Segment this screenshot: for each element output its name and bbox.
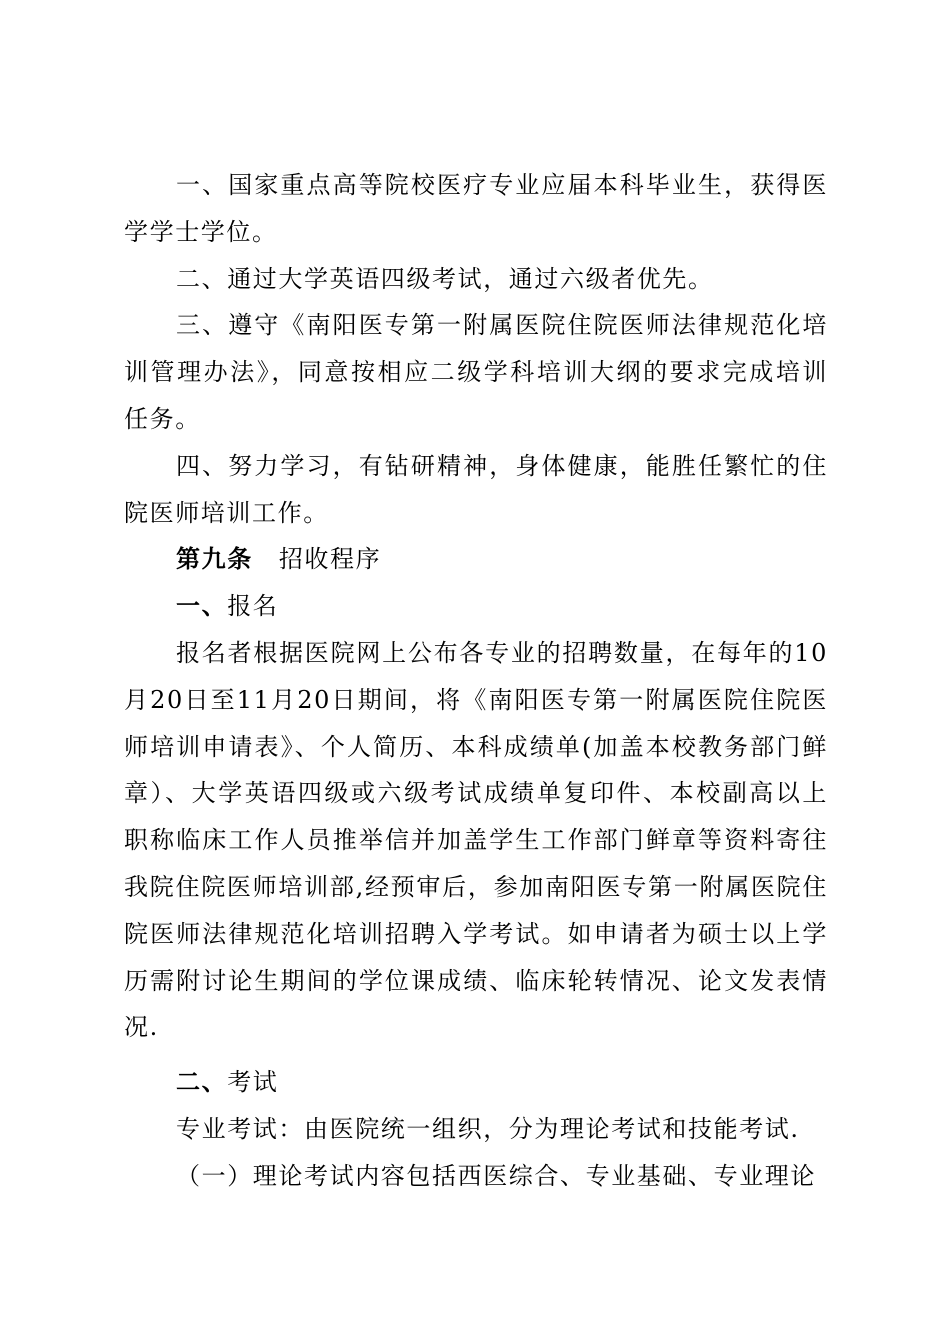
section-2-body-2: （一）理论考试内容包括西医综合、专业基础、专业理论 [176,1161,816,1190]
article-9-title: 招收程序 [278,545,382,574]
article-9-label: 第九条 [176,545,253,574]
section-2-body-1: 专业考试：由医院统一组织，分为理论考试和技能考试. [176,1114,800,1143]
document-body [124,162,828,1200]
section-2-number: 二、 [176,1068,228,1097]
section-spacer [124,1051,828,1059]
requirement-paragraph-4: 四、努力学习，有钻研精神，身体健康，能胜任繁忙的住院医师培训工作。 [124,451,828,527]
section-2-heading [124,1059,828,1106]
section-2-title: 考试 [227,1068,279,1097]
section-1-heading [124,583,828,630]
section-1-title: 报名 [227,592,279,621]
requirement-paragraph-2: 二、通过大学英语四级考试，通过六级者优先。 [176,264,714,293]
section-1-number: 一、 [176,592,228,621]
requirement-paragraph-1: 一、国家重点高等院校医疗专业应届本科毕业生，获得医学学士学位。 [124,171,828,246]
article-9-heading [124,536,828,583]
section-1-body: 报名者根据医院网上公布各专业的招聘数量，在每年的10月20日至11月20日期间，将《南阳医专第一附属医院住院医师培训申请表》、个人简历、本科成绩单(加盖本校教务部门鲜章）、大学英语四级或六级考试成绩单复印件、本校副高以上职称临床工作人员推举信并加盖学生工作部门鲜章等资料寄往我院住院医师培训部,经预审后，参加南阳医专第一附属医院住院医师法律规范化培训招聘入学考试。如申请者为硕士以上学历需附讨论生期间的学位课成绩、临床轮转情况、论文发表情况. [124,638,828,1042]
requirement-paragraph-3: 三、遵守《南阳医专第一附属医院住院医师法律规范化培训管理办法》，同意按相应二级学科培训大纲的要求完成培训任务。 [124,311,828,433]
